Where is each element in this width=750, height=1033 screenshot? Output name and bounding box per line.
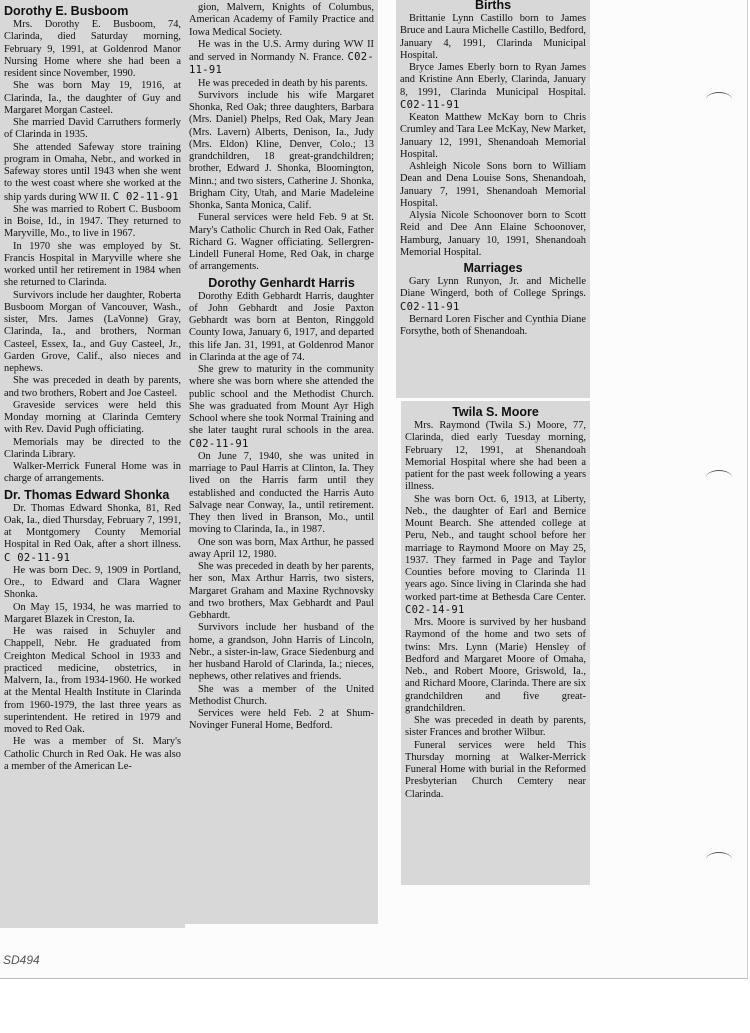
busboom-para: She was married to Robert C. Busboom in Boise, Id., in 1947. They returned to Maryville, Mo., to live in 1967. xyxy=(4,203,181,240)
harris-para: Services were held Feb. 2 at Shum-Novinger Funeral Home, Bedford. xyxy=(189,708,374,732)
busboom-para: In 1970 she was employed by St. Francis Hospital in Maryville where she worked until her retirement in 1984 when she returned to Clarinda. xyxy=(4,240,181,289)
busboom-para: She was born May 19, 1916, at Clarinda, Ia., the daughter of Guy and Margaret Morgan Casteel. xyxy=(4,80,181,116)
moore-para: Mrs. Moore is survived by her husband Raymond of the home and two sets of twins: Mrs. Lynn (Marie) Hensley of Bedford and Margaret Moore of Omaha, Neb., and Robert Moore, Griswold, Ia., and Richard Moore, Clarinda. There are six grandchildren and five great-grandchildren. xyxy=(405,617,587,714)
moore-para: Funeral services were held This Thursday morning at Walker-Merrick Funeral Home with burial in the Reformed Presbyterian Church Cemtery near Clarinda. xyxy=(405,739,586,800)
harris-para: Survivors include her husband of the home, a grandson, John Harris of Lincoln, Nebr., a sister-in-law, Grace Siedenburg and her husband Harold of Clarinda, Ia.; nieces, nephews, other relatives and friends. xyxy=(189,622,374,683)
shonka-para: On May 15, 1934, he was married to Margaret Blazek in Creston, Ia. xyxy=(4,601,181,625)
handwritten-date: C02-11-91 xyxy=(189,51,374,77)
marriage-entry: Bernard Loren Fischer and Cynthia Diane Forsythe, both of Shenandoah. xyxy=(400,313,586,337)
busboom-para: Memorials may be directed to the Clarinda Library. xyxy=(4,436,181,460)
clipping-busboom-shonka xyxy=(0,0,185,928)
shonka-para: He was a member of St. Mary's Catholic Church in Red Oak. He was also a member of the American Le- xyxy=(4,736,181,772)
birth-entry: Ashleigh Nicole Sons born to William Dean and Dena Louise Sons, Shenandoah, January 7, 1991, Shenandoah Memorial Hospital. xyxy=(400,161,586,209)
birth-entry: Bryce James Eberly born to Ryan James and Kristine Ann Eberly, Clarinda, January 8, 1991, Clarinda Municipal Hospital. C02-11-91 xyxy=(400,62,586,111)
busboom-para: She married David Carruthers formerly of Clarinda in 1935. xyxy=(4,117,181,141)
clipping-moore xyxy=(401,401,590,885)
handwritten-date: C02-11-91 xyxy=(400,300,460,313)
birth-entry: Alysia Nicole Schoonover born to Scott Reid and Dee Ann Elaine Schoonover, Hamburg, January 10, 1991, Shenandoah Memorial Hospital. xyxy=(400,210,586,258)
busboom-para: Walker-Merrick Funeral Home was in charge of arrangements. xyxy=(4,461,181,485)
shonka-para: He was raised in Schuyler and Chappell, Nebr. He graduated from Creighton Medical School in 1933 and practiced medicine, obstetrics, in Malvern, Ia., from 1934-1960. He worked at the Mental Health Institute in Clarinda from 1960-1979, the last three years as superintendent. He retired in 1979 and moved to Red Oak. xyxy=(4,626,181,735)
archive-mark: SD494 xyxy=(3,953,40,967)
harris-para: She grew to maturity in the community where she was born where she attended the public school and the Methodist Church. She was graduated from Mount Ayr High School where she took Normal Training and she later taught rural schools in the area. C02-11-91 xyxy=(189,364,374,450)
handwritten-date: C 02-11-91 xyxy=(112,190,179,203)
marriage-entry: Gary Lynn Runyon, Jr. and Michelle Diane Wingerd, both of College Springs. C02-11-91 xyxy=(400,276,586,313)
moore-para: She was born Oct. 6, 1913, at Liberty, Neb., the daughter of Earl and Bernice Mount Bearch. She attended college at Peru, Neb., and taught school before her marriage to Raymond Moore on May 25, 1937. They farmed in Page and Taylor Counties before moving to Clarinda 11 years ago. Since living in Clarinda she had worked part-time at Bethesda Care Center. C02-14-91 xyxy=(405,493,586,616)
busboom-para: She attended Safeway store training program in Omaha, Nebr., and worked in Safeway stores until 1943 when she went to the west coast where she worked at the ship yards during WW II. C 02-11-91 xyxy=(4,141,181,203)
moore-para: She was preceded in death by parents, sister Frances and brother Wilbur. xyxy=(405,715,586,739)
busboom-para: Survivors include her daughter, Roberta Busboom Morgan of Vancouver, Wash., sister, Mrs. James (LaVonne) Gray, Clarinda, Ia., and brothers, Norman Casteel, Essex, Ia., and Guy Casteel, Jr., Garden Grove, Calif., also nieces and nephews. xyxy=(4,289,181,374)
harris-para: She was preceded in death by her parents, her son, Max Arthur Harris, two sisters, Margaret Graham and Maxine Rychnovsky and two brothers, Max Gebhardt and Paul Gebhardt. xyxy=(189,561,374,621)
punch-hole-icon xyxy=(706,92,732,107)
shonka-cont-para: Funeral services were held Feb. 9 at St. Mary's Catholic Church in Red Oak, Father Richard G. Wagner officiating. Sellergren-Lindell Funeral Home, Red Oak, in charge of arrangements. xyxy=(189,212,374,273)
shonka-cont-para: gion, Malvern, Knights of Columbus, American Academy of Family Practice and Iowa Medical Society. xyxy=(189,2,374,38)
shonka-cont-para: He was preceded in death by his parents. xyxy=(198,77,368,89)
obit-title-harris: Dorothy Genhardt Harris xyxy=(208,275,355,290)
handwritten-date: C 02-11-91 xyxy=(4,551,71,564)
shonka-cont-para: Survivors include his wife Margaret Shonka, Red Oak; three daughters, Barbara (Mrs. Daniel) Phelps, Red Oak, Mary Jean (Mrs. Lavern) Alberts, Denison, Ia., Judy (Mrs. Eldon) Kline, Denver, Colo.; 13 grandchildren, 18 great-grandchildren; brother, Edward J. Shonka, Bloomington, Minn.; and two sisters, Catherine J. Shonka, Brigham City, Utah, and Marie Madeleine Shonka, Santa Monica, Calif. xyxy=(189,89,374,211)
punch-hole-icon xyxy=(706,470,732,485)
busboom-para: She was preceded in death by parents, and two brothers, Robert and Joe Casteel. xyxy=(4,375,181,399)
busboom-para: Mrs. Dorothy E. Busboom, 74, Clarinda, died Saturday morning, February 9, 1991, at Goldenrod Manor Nursing Home where she had been a resident since November, 1990. xyxy=(4,19,181,79)
busboom-para: Graveside services were held this Monday morning at Clarinda Cemtery with Rev. David Pugh officiating. xyxy=(4,399,181,436)
handwritten-date: C02-11-91 xyxy=(189,437,249,450)
harris-para: On June 7, 1940, she was united in marriage to Paul Harris at Clinton, Ia. They lived on the Harris farm until they established and conducted the Harris Auto Salvage near Conway, Ia., until retirement. They then lived in Branson, Mo., until moving to Clarinda, Ia., in 1987. xyxy=(189,450,374,536)
birth-entry: Keaton Matthew McKay born to Chris Crumley and Tara Lee McKay, New Market, January 12, 1991, Shenandoah Memorial Hospital. xyxy=(400,112,586,160)
obit-title-shonka: Dr. Thomas Edward Shonka xyxy=(4,487,170,502)
shonka-cont-para: He was in the U.S. Army during WW II and served in Normandy N. France. C02-11-91 xyxy=(189,38,374,77)
handwritten-date: C02-11-91 xyxy=(400,98,460,111)
section-title-marriages: Marriages xyxy=(463,261,523,275)
section-title-births: Births xyxy=(474,0,512,12)
shonka-para: He was born Dec. 9, 1909 in Portland, Ore., to Edward and Clara Wagner Shonka. xyxy=(4,564,181,601)
obit-title-moore: Twila S. Moore xyxy=(452,405,539,419)
moore-para: Mrs. Raymond (Twila S.) Moore, 77, Clarinda, died early Tuesday morning, February 12, 1991, at Shenandoah Memorial Hospital where she had been a patient for the past week following a years illness. xyxy=(405,420,586,493)
clipping-shonka-harris xyxy=(185,0,378,924)
shonka-para: Dr. Thomas Edward Shonka, 81, Red Oak, Ia., died Thursday, February 7, 1991, at Montgomery County Memorial Hospital in Red Oak, after a short illness. C 02-11-91 xyxy=(4,502,181,564)
birth-entry: Brittanie Lynn Castillo born to James Bruce and Laura Michelle Castillo, Bedford, January 4, 1991, Clarinda Municipal Hospital. xyxy=(400,13,586,61)
handwritten-date: C02-14-91 xyxy=(405,603,465,616)
harris-para: One son was born, Max Arthur, he passed away April 12, 1980. xyxy=(189,536,374,560)
punch-hole-icon xyxy=(706,852,732,867)
obit-title-busboom: Dorothy E. Busboom xyxy=(4,4,129,18)
clipping-births-marriages xyxy=(396,0,590,398)
harris-para: Dorothy Edith Gebhardt Harris, daughter of John Gebhardt and Josie Paxton Gebhardt was born at Benton, Ringgold County Iowa, January 6, 1917, and departed this life Jan. 31, 1991, at Goldenrod Manor in Clarinda at the age of 74. xyxy=(189,290,374,363)
harris-para: She was a member of the United Methodist Church. xyxy=(189,683,374,707)
